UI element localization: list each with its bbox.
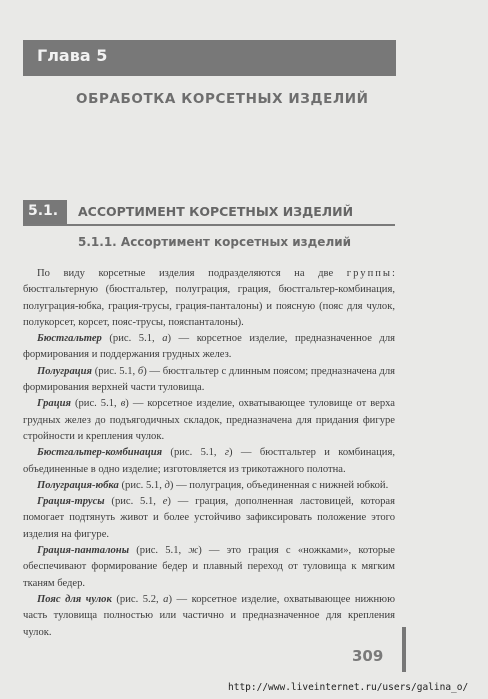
watermark-url[interactable]: http://www.liveinternet.ru/users/galina_o/ bbox=[228, 682, 469, 693]
definition-term: Грация-трусы bbox=[37, 496, 105, 508]
section-title: АССОРТИМЕНТ КОРСЕТНЫХ ИЗДЕЛИЙ bbox=[78, 204, 354, 219]
definition-paragraph: Грация (рис. 5.1, в) — корсетное изделие, охватывающее туловище от верха грудных желез до подъягодичных складок, предназначена для придания фигуре стройности и крепления чулок. bbox=[23, 398, 396, 442]
definition-term: Полуграция-юбка bbox=[37, 479, 119, 491]
body-text bbox=[23, 266, 395, 641]
margin-bar bbox=[402, 627, 406, 672]
definition-term: Пояс для чулок bbox=[37, 593, 112, 605]
definition-paragraph: Бюстгальтер-комбинация (рис. 5.1, г) — бюстгальтер и комбинация, объединенные в одно изделие; изготовляется из трикотажного полотна. bbox=[23, 447, 395, 475]
section-divider bbox=[23, 224, 395, 226]
definition-paragraph: Пояс для чулок (рис. 5.2, а) — корсетное изделие, охватывающее нижнюю часть туловища полностью или частично и предназначенное для крепления чулок. bbox=[23, 593, 395, 638]
intro-paragraph: По виду корсетные изделия подразделяются на две группы: бюстгальтерную (бюстгальтер, полуграция, грация, бюстгальтер-комбинация, полуграция-юбка, грация-трусы, грация-панталоны) и поясную (пояс для чулок, полукорсет, корсет, пояс-трусы, пояспанталоны). bbox=[23, 268, 395, 328]
subsection-title: 5.1.1. Ассортимент корсетных изделий bbox=[78, 235, 352, 249]
page-number: 309 bbox=[352, 647, 384, 665]
chapter-label: Глава 5 bbox=[37, 46, 108, 65]
definition-paragraph: Грация-панталоны (рис. 5.1, ж) — это грация с «ножками», которые обеспечивают формирование бедер и плавный переход от туловища к мягким тканям бедер. bbox=[23, 545, 395, 589]
definition-paragraph: Полуграция-юбка (рис. 5.1, д) — полуграция, объединенная с нижней юбкой. bbox=[37, 479, 389, 491]
definition-paragraph: Бюстгальтер (рис. 5.1, а) — корсетное изделие, предназначенное для формирования и поддержания грудных желез. bbox=[23, 333, 395, 361]
definition-term: Полуграция bbox=[37, 365, 93, 377]
definition-term: Грация-панталоны bbox=[37, 545, 130, 557]
definition-term: Бюстгальтер-комбинация bbox=[37, 447, 163, 459]
definition-term: Бюстгальтер bbox=[37, 333, 102, 345]
chapter-title: ОБРАБОТКА КОРСЕТНЫХ ИЗДЕЛИЙ bbox=[76, 91, 369, 107]
definition-paragraph: Полуграция (рис. 5.1, б) — бюстгальтер с длинным поясом; предназначена для формирования верхней части туловища. bbox=[23, 365, 395, 394]
section-number: 5.1. bbox=[28, 203, 59, 219]
section-number-box bbox=[23, 200, 67, 224]
definition-paragraph: Грация-трусы (рис. 5.1, е) — грация, дополненная ластовицей, которая помогает подтянуть живот и более устойчиво зафиксировать положение этого изделия на фигуре. bbox=[23, 496, 395, 540]
definition-term: Грация bbox=[37, 398, 71, 410]
chapter-header-bar bbox=[23, 40, 396, 76]
